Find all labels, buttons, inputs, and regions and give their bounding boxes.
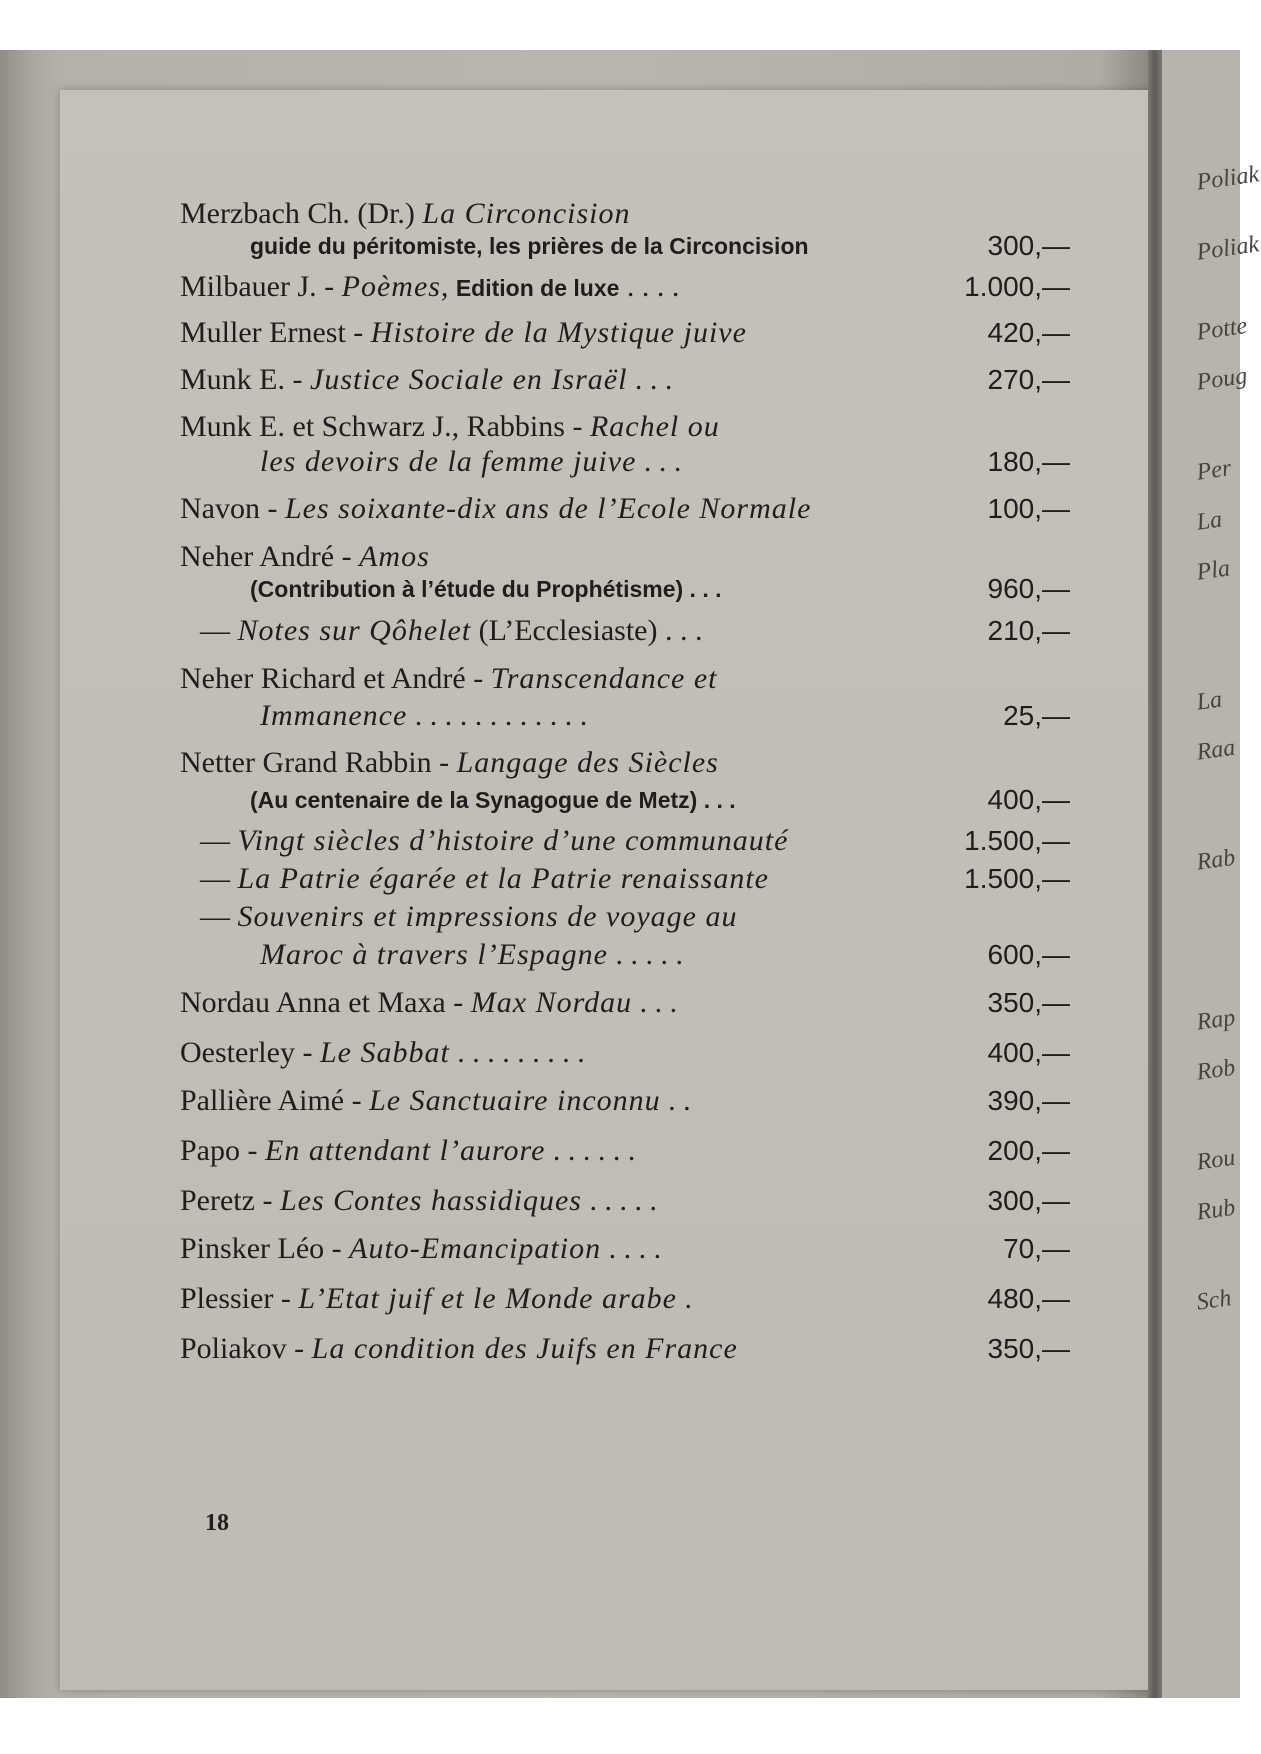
- entry-author: Pallière Aimé -: [180, 1084, 362, 1117]
- entry-leader-dots: . . .: [627, 363, 673, 396]
- entry-title: Le Sabbat: [319, 1036, 450, 1069]
- entry-separator: [277, 492, 285, 525]
- entry-price: 100,—: [987, 493, 1070, 524]
- entry-leader-dots: . . .: [636, 445, 682, 478]
- entry-price: 350,—: [987, 1333, 1070, 1364]
- entry-separator: [334, 270, 342, 303]
- entry-author: Nordau Anna et Maxa -: [180, 986, 464, 1019]
- entry-title: Histoire de la Mystique juive: [370, 316, 747, 349]
- entry-title: Les soixante-dix ans de l’Ecole Normale: [284, 492, 812, 525]
- entry-text: [180, 744, 719, 782]
- entry-separator: [362, 1084, 370, 1117]
- entry-title: Amos: [359, 540, 430, 573]
- entry-author: Pinsker Léo -: [180, 1232, 342, 1265]
- entry-title: Justice Sociale en Israël: [310, 363, 628, 396]
- entry-leader-dots: . . . . . .: [545, 1134, 636, 1167]
- entry-separator: [352, 540, 360, 573]
- entry-author: Poliakov -: [180, 1332, 305, 1365]
- entry-separator: [304, 1332, 312, 1365]
- facing-page-word: Potte: [1195, 312, 1249, 346]
- facing-page-word: Per: [1195, 455, 1233, 486]
- entry-title: Langage des Siècles: [456, 746, 719, 779]
- entry-price: 420,—: [987, 317, 1070, 348]
- entry-title: Notes sur Qôhelet: [237, 614, 472, 647]
- entry-price: 350,—: [987, 987, 1070, 1018]
- entry-price: 400,—: [987, 784, 1070, 815]
- entry-separator: [463, 986, 471, 1019]
- entry-text: [180, 314, 747, 352]
- facing-page-word: La: [1195, 506, 1224, 536]
- entry-title: Souvenirs et impressions de voyage au: [237, 900, 738, 933]
- facing-page-word: Rob: [1195, 1054, 1237, 1086]
- entry-separator: [582, 410, 590, 443]
- entry-author: Oesterley -: [180, 1036, 313, 1069]
- facing-page-word: Poliak: [1195, 161, 1261, 196]
- entry-price: 390,—: [987, 1085, 1070, 1116]
- entry-author: Peretz -: [180, 1184, 273, 1217]
- entry-price: 1.500,—: [964, 863, 1070, 894]
- entry-leader-dots: . . .: [632, 986, 678, 1019]
- entry-leader-dots: . . . . . . . . . . . .: [407, 699, 588, 732]
- facing-page-word: Rub: [1195, 1194, 1237, 1226]
- entry-title: La Patrie égarée et la Patrie renaissante: [237, 862, 769, 895]
- entry-text: [260, 443, 681, 481]
- entry-title-continued: Maroc à travers l’Espagne: [260, 938, 608, 971]
- entry-author: Plessier -: [180, 1282, 291, 1315]
- entry-separator: [312, 1036, 320, 1069]
- entry-text: [180, 1034, 585, 1072]
- entry-separator: [483, 662, 491, 695]
- entry-title-continued: Immanence: [260, 699, 408, 732]
- entry-text: [180, 408, 720, 446]
- entry-author: Munk E. -: [180, 363, 303, 396]
- facing-page-word: Raa: [1195, 734, 1237, 766]
- entry-leader-dots: . . . .: [601, 1232, 662, 1265]
- entry-author: Netter Grand Rabbin -: [180, 746, 450, 779]
- entry-author: Neher André -: [180, 540, 352, 573]
- entry-title: En attendant l’aurore: [265, 1134, 546, 1167]
- entry-subtitle: (Contribution à l’étude du Prophétisme): [250, 576, 684, 602]
- entry-price: 200,—: [987, 1135, 1070, 1166]
- entry-text: [180, 490, 811, 528]
- entry-text: [180, 361, 672, 399]
- facing-page-word: Poliak: [1195, 231, 1261, 266]
- entry-text: [200, 860, 769, 898]
- entry-title: Rachel ou: [589, 410, 720, 443]
- entry-edition: Edition de luxe: [449, 275, 620, 301]
- entry-price: 210,—: [987, 615, 1070, 646]
- entry-text: [260, 936, 683, 974]
- entry-separator: [272, 1184, 280, 1217]
- facing-page-word: Rab: [1195, 844, 1237, 876]
- entry-price: 960,—: [987, 573, 1070, 604]
- entry-text: [200, 822, 788, 860]
- entry-title: Poèmes,: [341, 270, 450, 303]
- entry-title: L’Etat juif et le Monde arabe: [298, 1282, 677, 1315]
- entry-title: Max Nordau: [470, 986, 633, 1019]
- entry-dash: —: [200, 614, 238, 647]
- entry-text: [260, 697, 587, 735]
- entry-dash: —: [200, 900, 238, 933]
- entry-author: Merzbach Ch. (Dr.): [180, 197, 415, 230]
- entry-leader-dots: . . .: [697, 787, 736, 813]
- entry-title: Les Contes hassidiques: [279, 1184, 582, 1217]
- entry-price: 600,—: [987, 939, 1070, 970]
- entry-title: Vingt siècles d’histoire d’une communauté: [237, 824, 789, 857]
- facing-page-word: Rap: [1195, 1004, 1237, 1036]
- entry-leader-dots: . . .: [683, 576, 722, 602]
- entry-text: [180, 1280, 692, 1318]
- entry-title: La Circoncision: [422, 197, 631, 230]
- entry-note: (L’Ecclesiaste): [471, 614, 658, 647]
- entry-text: [180, 1132, 635, 1170]
- entry-separator: [449, 746, 457, 779]
- entry-author: Munk E. et Schwarz J., Rabbins -: [180, 410, 583, 443]
- entry-price: 400,—: [987, 1037, 1070, 1068]
- entry-title: Auto-Emancipation: [349, 1232, 602, 1265]
- entry-leader-dots: .: [677, 1282, 692, 1315]
- entry-title: Le Sanctuaire inconnu: [369, 1084, 661, 1117]
- entry-price: 480,—: [987, 1283, 1070, 1314]
- entry-text: [180, 984, 677, 1022]
- entry-separator: [303, 363, 311, 396]
- entry-leader-dots: . .: [660, 1084, 691, 1117]
- facing-page-word: Rou: [1195, 1144, 1237, 1176]
- entry-text: [180, 1082, 691, 1120]
- entry-separator: [258, 1134, 266, 1167]
- entry-separator: [363, 316, 371, 349]
- entry-price: 70,—: [1003, 1233, 1070, 1264]
- entry-author: Muller Ernest -: [180, 316, 364, 349]
- entry-author: Milbauer J. -: [180, 270, 335, 303]
- entry-leader-dots: . . . . .: [581, 1184, 657, 1217]
- entry-price: 25,—: [1003, 700, 1070, 731]
- facing-page-word: Sch: [1195, 1285, 1233, 1316]
- entry-leader-dots: . . . . .: [608, 938, 683, 971]
- entry-price: 1.500,—: [964, 825, 1070, 856]
- entry-text: [180, 1230, 661, 1268]
- entry-author: Navon -: [180, 492, 278, 525]
- entry-text: [250, 227, 809, 265]
- entry-author: Neher Richard et André -: [180, 662, 484, 695]
- facing-page-word: Pla: [1195, 555, 1232, 586]
- entry-price: 1.000,—: [964, 271, 1070, 302]
- facing-page-word: Poug: [1195, 362, 1249, 396]
- entry-text: [250, 570, 722, 608]
- entry-text: [180, 660, 718, 698]
- entry-author: Papo -: [180, 1134, 258, 1167]
- entry-text: [200, 898, 737, 936]
- entry-title-continued: les devoirs de la femme juive: [260, 445, 637, 478]
- entry-text: [200, 612, 702, 650]
- entry-text: [180, 1330, 738, 1368]
- entry-price: 300,—: [987, 230, 1070, 261]
- entry-price: 180,—: [987, 446, 1070, 477]
- entry-leader-dots: . . .: [657, 614, 703, 647]
- entry-text: [180, 268, 679, 307]
- entry-text: [250, 781, 736, 819]
- entry-price: 270,—: [987, 364, 1070, 395]
- facing-page-word: La: [1195, 686, 1224, 716]
- entry-subtitle: guide du péritomiste, les prières de la Circoncision: [250, 233, 809, 259]
- entry-text: [180, 1182, 657, 1220]
- entry-leader-dots: . . . .: [619, 270, 680, 303]
- page-number: 18: [205, 1510, 229, 1536]
- entry-dash: —: [200, 862, 238, 895]
- entry-leader-dots: . . . . . . . . .: [449, 1036, 585, 1069]
- entry-title: La condition des Juifs en France: [311, 1332, 738, 1365]
- entry-subtitle: (Au centenaire de la Synagogue de Metz): [250, 787, 698, 813]
- entry-title: Transcendance et: [490, 662, 718, 695]
- entry-dash: —: [200, 824, 238, 857]
- entry-price: 300,—: [987, 1185, 1070, 1216]
